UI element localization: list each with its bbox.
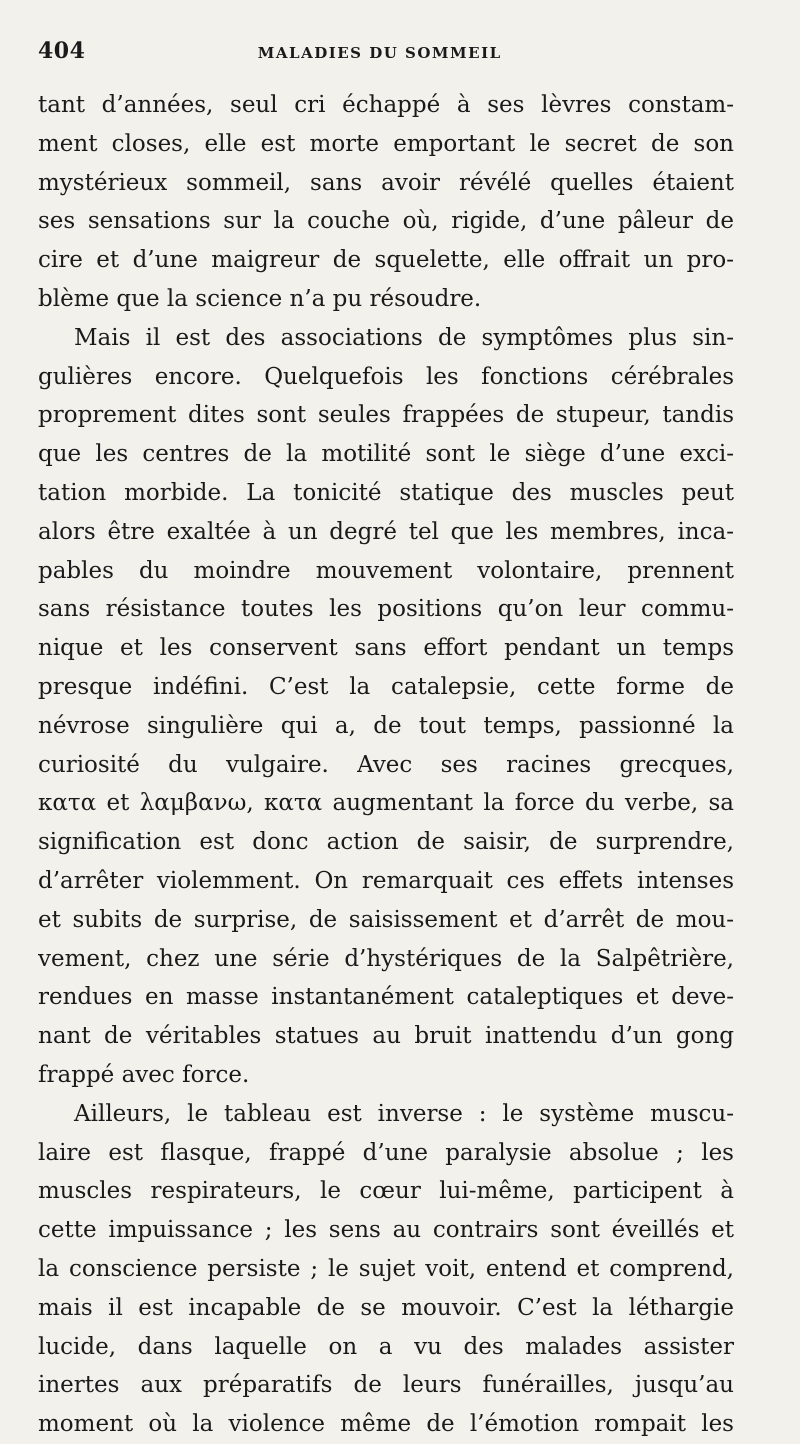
text-line: curiosité du vulgaire. Avec ses racines grecques, (38, 751, 734, 778)
text-line: proprement dites sont seules frappées de stupeur, tandis (38, 402, 734, 429)
text-line: Mais il est des associations de symptômes plus sin- (74, 324, 734, 351)
text-line: tation morbide. La tonicité statique des muscles peut (38, 479, 734, 506)
text-line: sans résistance toutes les positions qu’on leur commu- (38, 596, 734, 623)
text-line: frappé avec force. (38, 1061, 250, 1088)
text-line: rendues en masse instantanément cataleptiques et deve- (38, 984, 734, 1011)
running-title: MALADIES DU SOMMEIL (257, 44, 502, 62)
text-line: ses sensations sur la couche où, rigide, d’une pâleur de (38, 208, 734, 235)
text-line: et subits de surprise, de saisissement et d’arrêt de mou- (38, 906, 734, 933)
body-text (38, 86, 734, 1444)
text-line: muscles respirateurs, le cœur lui-même, participent à (38, 1178, 734, 1205)
text-line: mais il est incapable de se mouvoir. C’est la léthargie (38, 1294, 734, 1321)
text-line: nique et les conservent sans effort pendant un temps (38, 635, 734, 662)
text-line: gulières encore. Quelquefois les fonctions cérébrales (38, 363, 734, 390)
text-line: névrose singulière qui a, de tout temps, passionné la (38, 712, 734, 739)
text-line: pables du moindre mouvement volontaire, prennent (38, 557, 734, 584)
text-line: κατα et λαμβανω, κατα augmentant la force du verbe, sa (38, 790, 734, 817)
text-line: d’arrêter violemment. On remarquait ces effets intenses (38, 867, 734, 894)
text-line: vement, chez une série d’hystériques de la Salpêtrière, (38, 945, 734, 972)
text-line: signification est donc action de saisir, de surprendre, (38, 829, 734, 856)
text-line: la conscience persiste ; le sujet voit, entend et comprend, (38, 1255, 734, 1282)
page-number: 404 (38, 38, 86, 64)
text-line: alors être exaltée à un degré tel que les membres, inca- (38, 518, 734, 545)
text-line: moment où la violence même de l’émotion rompait les (38, 1411, 734, 1438)
running-head (38, 38, 734, 86)
text-line: presque indéfini. C’est la catalepsie, cette forme de (38, 673, 734, 700)
text-line: mystérieux sommeil, sans avoir révélé quelles étaient (38, 169, 734, 196)
text-line: ment closes, elle est morte emportant le secret de son (38, 130, 734, 157)
text-line: cette impuissance ; les sens au contrairs sont éveillés et (38, 1217, 734, 1244)
text-line: cire et d’une maigreur de squelette, elle offrait un pro- (38, 247, 734, 274)
text-line: laire est flasque, frappé d’une paralysie absolue ; les (38, 1139, 734, 1166)
text-line: nant de véritables statues au bruit inattendu d’un gong (38, 1023, 734, 1050)
text-line: inertes aux préparatifs de leurs funérailles, jusqu’au (38, 1372, 734, 1399)
text-line: que les centres de la motilité sont le siège d’une exci- (38, 441, 734, 468)
text-line: blème que la science n’a pu résoudre. (38, 285, 482, 312)
text-line: lucide, dans laquelle on a vu des malades assister (38, 1333, 734, 1360)
text-line: tant d’années, seul cri échappé à ses lèvres constam- (38, 92, 734, 118)
text-line: Ailleurs, le tableau est inverse : le système muscu- (74, 1100, 734, 1127)
